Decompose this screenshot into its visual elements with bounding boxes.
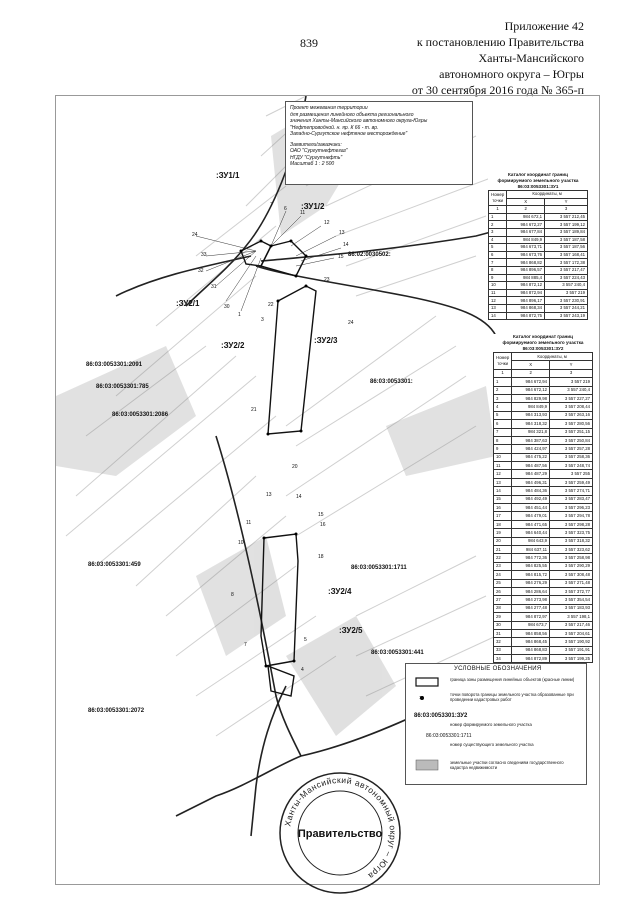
customer-line: НГДУ "Сургутнефть" [290,154,343,161]
point-number-cell: 7 [494,428,512,436]
title-line: Проект межевания территории [290,105,368,111]
y-coordinate-cell: 3 557 257,28 [550,445,593,453]
point-number-cell: 11 [494,462,512,470]
legend-item: граница зоны размещения линейных объектов (красные линии) [450,677,575,682]
svg-text:8: 8 [231,592,234,598]
x-coordinate-cell: 984 672,94 [512,378,550,386]
column-header-y: Y [545,198,588,206]
y-coordinate-cell: 3 557 219 [550,378,593,386]
point-number-cell: 13 [494,478,512,486]
zu2-2-label: :ЗУ2/2 [221,341,245,350]
y-coordinate-cell: 3 557 217,46 [550,621,593,629]
point-number-cell: 8 [489,266,507,274]
y-coordinate-cell: 3 557 187,56 [545,244,588,252]
table-row [494,378,593,386]
svg-text:11: 11 [246,520,252,526]
quarter-label: 86:03:0053301:459 [88,562,141,568]
coordinates-table [493,352,593,663]
point-number-cell: 25 [494,579,512,587]
table-row [489,289,588,297]
y-coordinate-cell: 3 557 243,19 [545,312,588,320]
x-coordinate-cell: 984 475,22 [512,453,550,461]
catalog-caption: формируемого земельного участка [502,340,584,345]
y-coordinate-cell: 3 557 248,74 [550,462,593,470]
y-coordinate-cell: 3 557 283,47 [550,495,593,503]
x-coordinate-cell: 984 672,1 [507,213,545,221]
point-number-cell: 5 [494,411,512,419]
zu1-1-label: :ЗУ1/1 [216,171,240,180]
x-coordinate-cell: 984 451,44 [512,504,550,512]
point-number-cell: 27 [494,596,512,604]
table-row [494,529,593,537]
legend-symbols [414,676,444,776]
svg-text:11: 11 [300,210,306,216]
table-row [494,436,593,444]
point-number-cell: 31 [494,629,512,637]
point-number-cell: 20 [494,537,512,545]
y-coordinate-cell: 3 557 204,61 [550,629,593,637]
point-number-cell: 30 [494,621,512,629]
table-row [489,213,588,221]
table-row [489,312,588,320]
point-number-cell: 3 [494,394,512,402]
x-coordinate-cell: 984 896,57 [507,266,545,274]
svg-text:18: 18 [318,554,324,560]
y-coordinate-cell: 3 557 290,29 [550,562,593,570]
table-row [494,621,593,629]
y-coordinate-cell: 3 557 294,78 [550,512,593,520]
y-coordinate-cell: 3 557 372,77 [550,587,593,595]
table-row [494,386,593,394]
point-number-cell: 15 [494,495,512,503]
catalog-caption: формируемого земельного участка [497,178,579,183]
point-number-cell: 16 [494,504,512,512]
point-number-cell: 32 [494,638,512,646]
x-coordinate-cell: 984 496,31 [512,478,550,486]
point-number-cell: 9 [494,445,512,453]
y-coordinate-cell: 3 557 240,4 [545,282,588,290]
point-number-cell: 8 [494,436,512,444]
point-number-cell: 6 [494,420,512,428]
x-coordinate-cell: 984 277,48 [512,604,550,612]
table-row [494,562,593,570]
column-header-coords: Координаты, м [512,353,593,361]
quarter-label: 86:03:0053301:2091 [86,362,143,368]
y-coordinate-cell: 3 557 219 [545,289,588,297]
x-coordinate-cell: 984 643,9 [512,537,550,545]
x-coordinate-cell: 984 868,45 [512,638,550,646]
appendix-line: к постановлению Правительства [416,35,584,49]
svg-text:4: 4 [301,667,304,673]
x-coordinate-cell: 984 868,34 [507,304,545,312]
table-row [489,282,588,290]
x-coordinate-cell: 984 318,32 [512,420,550,428]
table-row [494,520,593,528]
quarter-label: 86:03:0053301:2086 [112,412,169,418]
y-coordinate-cell: 3 557 308,48 [550,571,593,579]
table-row [489,297,588,305]
seal-center-text: Правительство [297,828,383,840]
appendix-line: Приложение 42 [504,19,584,33]
project-title-block [285,101,473,185]
svg-text:24: 24 [192,232,198,238]
coordinates-table-body [489,213,588,319]
y-coordinate-cell: 3 557 217,47 [545,266,588,274]
point-number-cell: 24 [494,571,512,579]
point-number-cell: 12 [489,297,507,305]
point-number-cell: 13 [489,304,507,312]
point-number-cell: 4 [489,236,507,244]
point-number-cell: 18 [494,520,512,528]
table-row [494,629,593,637]
appendix-line: Ханты-Мансийского [478,51,584,65]
point-number-cell: 14 [489,312,507,320]
y-coordinate-cell: 3 557 212,45 [545,213,588,221]
svg-text:7: 7 [244,642,247,648]
x-coordinate-cell: 984 772,36 [512,554,550,562]
legend-item: номер существующего земельного участка [450,742,534,747]
svg-text:13: 13 [266,492,272,498]
customer-line: ОАО "Сургутнефтегаз" [290,148,348,154]
table-row [494,571,593,579]
legend-existing-parcel-example: 86:03:0053301:1711 [426,733,472,739]
svg-text:13: 13 [339,230,345,236]
index-cell: 1 [489,206,507,214]
column-header-point: Номер точки [494,353,512,370]
point-number-cell: 26 [494,587,512,595]
table-row [489,244,588,252]
legend-point-example: 12 [419,695,424,700]
y-coordinate-cell: 3 557 199,25 [550,655,593,663]
x-coordinate-cell: 984 672,27 [507,221,545,229]
quarter-label: 86:03:0053301:1711 [351,565,407,571]
table-row [494,411,593,419]
y-coordinate-cell: 3 557 227,27 [550,394,593,402]
x-coordinate-cell: 984 872,75 [507,312,545,320]
table-row [489,304,588,312]
point-number-cell: 9 [489,274,507,282]
x-coordinate-cell: 984 492,49 [512,495,550,503]
point-number-cell: 33 [494,646,512,654]
svg-text:16: 16 [320,522,326,528]
parcel-zu2-3 [268,286,316,434]
x-coordinate-cell: 984 815,72 [512,571,550,579]
x-coordinate-cell: 984 872,89 [512,655,550,663]
y-coordinate-cell: 3 557 259,49 [550,478,593,486]
legend-title: УСЛОВНЫЕ ОБОЗНАЧЕНИЯ [454,666,542,672]
legend-item: точки поворота границы земельного участка образованные при проведении кадастровых работ [450,692,574,702]
x-coordinate-cell: 984 640,44 [512,529,550,537]
x-coordinate-cell: 984 321,8 [512,428,550,436]
coordinates-table-body [494,378,593,663]
table-row [489,228,588,236]
column-header-coords: Координаты, м [507,191,588,199]
coordinates-catalog-zu1 [488,172,588,320]
y-coordinate-cell: 3 557 258,98 [550,554,593,562]
table-row [494,445,593,453]
x-coordinate-cell: 984 858,56 [512,629,550,637]
y-coordinate-cell: 3 557 251,15 [550,428,593,436]
svg-text:31: 31 [211,284,217,290]
y-coordinate-cell: 3 557 263,16 [550,411,593,419]
y-coordinate-cell: 3 557 240,4 [550,386,593,394]
table-row [494,512,593,520]
svg-text:15: 15 [338,254,344,260]
point-number-cell: 12 [494,470,512,478]
table-row [494,638,593,646]
table-row [494,604,593,612]
coordinates-catalog-zu2 [493,334,593,663]
table-row [494,487,593,495]
quarter-label: 86:03:0053301: [370,379,413,385]
svg-text:21: 21 [251,407,257,413]
table-row [489,274,588,282]
catalog-caption: 86:03:0053301:ЗУ2 [522,346,564,351]
table-row [494,428,593,436]
zu2-4-label: :ЗУ2/4 [328,587,352,596]
table-row [494,596,593,604]
table-row [489,236,588,244]
y-coordinate-cell: 3 557 274,71 [550,487,593,495]
x-coordinate-cell: 984 868,83 [512,646,550,654]
point-number-cell: 1 [489,213,507,221]
table-row [489,259,588,267]
y-coordinate-cell: 3 557 199,12 [545,221,588,229]
y-coordinate-cell: 3 557 258,36 [550,453,593,461]
title-line: значения Ханты-Мансийского автономного округа-Югры [290,118,428,124]
y-coordinate-cell: 3 557 189,84 [545,228,588,236]
index-cell: 3 [545,206,588,214]
x-coordinate-cell: 984 672,12 [512,386,550,394]
x-coordinate-cell: 984 825,55 [512,562,550,570]
point-number-cell: 2 [489,221,507,229]
legend-new-parcel-example: 86:03:0053301:ЗУ2 [414,713,468,719]
column-header-point: Номер точки [489,191,507,206]
svg-text:7: 7 [270,202,273,208]
appendix-line: автономного округа – Югры [439,67,584,81]
table-row [494,420,593,428]
y-coordinate-cell: 3 557 354,54 [550,596,593,604]
y-coordinate-cell: 3 557 191,91 [550,646,593,654]
y-coordinate-cell: 3 557 183,93 [550,604,593,612]
point-number-cell: 21 [494,545,512,553]
svg-text:32: 32 [198,268,204,274]
svg-text:10: 10 [238,540,244,546]
index-cell: 3 [550,369,593,377]
y-coordinate-cell: 3 557 271,48 [550,579,593,587]
svg-text:23: 23 [324,277,330,283]
table-row [494,403,593,411]
coordinates-table [488,190,588,320]
point-number-cell: 3 [489,228,507,236]
table-row [494,453,593,461]
y-coordinate-cell: 3 557 168,41 [545,251,588,259]
svg-text:22: 22 [268,302,274,308]
table-row [494,646,593,654]
quarter-label: 86:03:0053301:441 [371,650,424,656]
y-coordinate-cell: 3 557 198,1 [550,613,593,621]
table-row [494,545,593,553]
title-line: для размещения линейного объекта регионального [290,111,414,118]
point-number-cell: 1 [494,378,512,386]
svg-text:3: 3 [261,317,264,323]
table-row [489,266,588,274]
table-row [494,655,593,663]
x-coordinate-cell: 984 276,29 [512,579,550,587]
x-coordinate-cell: 984 387,63 [512,436,550,444]
svg-text:14: 14 [343,242,349,248]
catalog-caption: Каталог координат границ [513,334,573,339]
x-coordinate-cell: 984 872,12 [507,282,545,290]
x-coordinate-cell: 984 849,9 [512,403,550,411]
svg-text:14: 14 [296,494,302,500]
point-number-cell: 10 [494,453,512,461]
title-line: "Нефтепроводной. н. яр. К 66 - т. вр. [290,124,379,131]
x-coordinate-cell: 984 868,82 [507,259,545,267]
y-coordinate-cell: 3 557 250,84 [550,436,593,444]
x-coordinate-cell: 984 673,7 [512,621,550,629]
zu1-2-label: :ЗУ1/2 [301,202,325,211]
svg-text:15: 15 [318,512,324,518]
seal-ring-text: Ханты-Мансийский автономный округ – Югра [282,774,399,882]
map-legend [405,663,587,785]
x-coordinate-cell: 984 673,76 [507,251,545,259]
table-row [494,470,593,478]
legend-item: земельные участки согласно сведениям государственного кадастра недвижимости [450,760,564,770]
index-cell: 1 [494,369,512,377]
x-coordinate-cell: 984 484,36 [512,487,550,495]
table-row [494,587,593,595]
point-number-cell: 23 [494,562,512,570]
x-coordinate-cell: 984 677,84 [507,228,545,236]
y-coordinate-cell: 3 557 208,44 [550,403,593,411]
x-coordinate-cell: 984 896,17 [507,297,545,305]
point-number-cell: 14 [494,487,512,495]
table-row [494,504,593,512]
table-row [494,495,593,503]
svg-text:5: 5 [304,637,307,643]
svg-text:33: 33 [201,252,207,258]
y-coordinate-cell: 3 557 244,21 [545,304,588,312]
x-coordinate-cell: 984 313,93 [512,411,550,419]
svg-text:12: 12 [324,220,330,226]
cadastre-area-symbol [416,760,438,770]
column-header-x: X [512,361,550,369]
table-row [494,579,593,587]
point-number-cell: 2 [494,386,512,394]
svg-text:6: 6 [284,206,287,212]
x-coordinate-cell: 984 471,65 [512,520,550,528]
x-coordinate-cell: 984 424,97 [512,445,550,453]
table-row [489,251,588,259]
x-coordinate-cell: 984 673,71 [507,244,545,252]
appendix-header [324,18,584,98]
x-coordinate-cell: 984 637,11 [512,545,550,553]
column-header-y: Y [550,361,593,369]
point-number-cell: 34 [494,655,512,663]
government-seal [275,768,405,898]
point-number-cell: 29 [494,613,512,621]
point-number-cell: 10 [489,282,507,290]
svg-text:24: 24 [348,320,354,326]
y-coordinate-cell: 3 557 172,38 [545,259,588,267]
legend-item: номер формируемого земельного участка [450,722,532,727]
x-coordinate-cell: 984 273,98 [512,596,550,604]
y-coordinate-cell: 3 557 298,28 [550,520,593,528]
x-coordinate-cell: 984 487,56 [512,462,550,470]
title-line: Западно-Сургутское нефтяное месторождение" [290,131,408,137]
y-coordinate-cell: 3 557 230,91 [545,297,588,305]
y-coordinate-cell: 3 557 296,23 [550,504,593,512]
index-cell: 2 [512,369,550,377]
point-number-cell: 6 [489,251,507,259]
point-number-cell: 19 [494,529,512,537]
x-coordinate-cell: 984 885,4 [507,274,545,282]
x-coordinate-cell: 984 829,98 [512,394,550,402]
quarter-labels [86,252,424,714]
table-row [489,221,588,229]
catalog-caption: Каталог координат границ [508,172,568,177]
table-row [494,554,593,562]
index-cell: 2 [507,206,545,214]
svg-text:20: 20 [292,464,298,470]
catalog-caption: 86:03:0053301:ЗУ1 [517,184,559,189]
page-number: 839 [300,36,318,50]
table-row [494,478,593,486]
point-number-cell: 11 [489,289,507,297]
quarter-label: 86:02:0030502: [348,252,391,258]
x-coordinate-cell: 984 487,29 [512,470,550,478]
point-number-cell: 22 [494,554,512,562]
quarter-label: 86:03:0053301:2072 [88,708,145,714]
x-coordinate-cell: 984 849,9 [507,236,545,244]
point-number-cell: 4 [494,403,512,411]
boundary-symbol [416,678,438,686]
appendix-line: от 30 сентября 2016 года № 365-п [411,83,584,97]
svg-text:30: 30 [224,304,230,310]
table-row [494,394,593,402]
zu2-5-label: :ЗУ2/5 [339,626,363,635]
svg-text:1: 1 [238,312,241,318]
table-row [494,462,593,470]
y-coordinate-cell: 3 557 280,56 [550,420,593,428]
y-coordinate-cell: 3 557 190,92 [550,638,593,646]
x-coordinate-cell: 984 872,94 [507,289,545,297]
y-coordinate-cell: 3 557 323,62 [550,545,593,553]
column-header-x: X [507,198,545,206]
y-coordinate-cell: 3 557 187,58 [545,236,588,244]
quarter-label: 86:03:0053301:785 [96,384,149,390]
zu2-1-label: :ЗУ2/1 [176,299,200,308]
zu2-3-label: :ЗУ2/3 [314,336,338,345]
scale-label: Масштаб 1 : 2 500 [290,161,335,167]
y-coordinate-cell: 3 557 255 [550,470,593,478]
point-number-cell: 7 [489,259,507,267]
y-coordinate-cell: 3 557 323,75 [550,529,593,537]
point-number-cell: 5 [489,244,507,252]
customer-label: Заявители/заказчики: [290,141,342,148]
point-number-cell: 28 [494,604,512,612]
x-coordinate-cell: 984 872,97 [512,613,550,621]
point-number-cell: 17 [494,512,512,520]
x-coordinate-cell: 984 479,01 [512,512,550,520]
table-row [494,537,593,545]
x-coordinate-cell: 984 286,64 [512,587,550,595]
y-coordinate-cell: 3 557 224,43 [545,274,588,282]
y-coordinate-cell: 3 557 318,32 [550,537,593,545]
table-row [494,613,593,621]
